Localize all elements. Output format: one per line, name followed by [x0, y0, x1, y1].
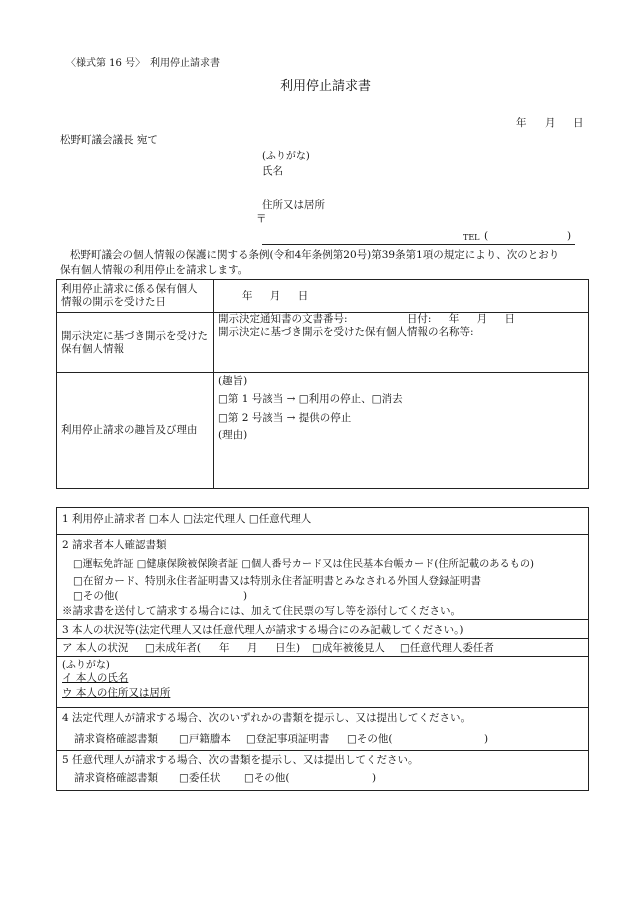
section-3-heading: 3 本人の状況等(法定代理人又は任意代理人が請求する場合にのみ記載してください。) [62, 624, 464, 636]
agent-other-checkbox[interactable]: □その他( [244, 772, 290, 784]
month-label: 月 [476, 313, 488, 325]
day-label: 日 [297, 289, 309, 302]
divider [57, 656, 588, 657]
page-title: 利用停止請求書 [280, 79, 372, 94]
tel-open-paren: ( [484, 230, 489, 242]
purpose-reason-field[interactable] [214, 373, 589, 489]
section-5-heading: 5 任意代理人が請求する場合、次の書類を提示し、又は提出してください。 [62, 754, 419, 766]
disclosed-info-field[interactable] [214, 313, 589, 373]
birth-day-label: 日生) [275, 642, 301, 654]
option-2[interactable]: □第 2 号該当 → 提供の停止 [218, 412, 352, 424]
legal-other-close: ) [484, 733, 489, 745]
divider [57, 534, 588, 535]
day-label: 日 [504, 313, 515, 325]
form-name: 利用停止請求書 [150, 58, 220, 69]
section-1[interactable]: 1 利用停止請求者 □本人 □法定代理人 □任意代理人 [62, 513, 312, 525]
minor-checkbox[interactable]: □未成年者( [145, 642, 202, 654]
disclosure-date-label [57, 280, 214, 313]
birth-year-label: 年 [219, 642, 230, 654]
purpose-reason-label: 利用停止請求の趣旨及び理由 [57, 373, 214, 489]
id-docs-other[interactable]: □その他( [73, 590, 119, 602]
power-of-attorney-checkbox[interactable]: □委任状 [179, 772, 221, 784]
principal-status-label: ア 本人の状況 [62, 642, 129, 654]
address-underline [262, 244, 575, 245]
intro-line-1: 松野町議会の個人情報の保護に関する条例(令和4年条例第20号)第39条第1項の規定により、次のとおり [70, 249, 560, 261]
principal-name-label[interactable]: イ 本人の氏名 [62, 672, 129, 684]
agent-docs-label: 請求資格確認書類 [74, 772, 158, 784]
year-label: 年 [242, 289, 253, 302]
table-row [57, 373, 589, 489]
table-row [57, 313, 589, 373]
id-docs-note: ※請求書を送付して請求する場合には、加えて住民票の写し等を添付してください。 [62, 605, 461, 617]
legal-other-checkbox[interactable]: □その他( [347, 733, 393, 745]
table-row [57, 280, 589, 313]
name-label: 氏名 [262, 165, 283, 177]
request-table [56, 279, 589, 489]
form-number: 〈様式第 16 号〉 [66, 58, 146, 69]
label-line: 開示決定に基づき開示を受けた [61, 329, 208, 342]
id-docs-line-2[interactable]: □在留カード、特別永住者証明書又は特別永住者証明書とみなされる外国人登録証明書 [73, 575, 481, 587]
principal-address-label[interactable]: ウ 本人の住所又は居所 [62, 687, 171, 699]
legal-docs-label: 請求資格確認書類 [74, 733, 158, 745]
addressee: 松野町議会議長 宛て [60, 134, 158, 146]
divider [57, 619, 588, 620]
year-label: 年 [448, 313, 460, 325]
label-line: 情報の開示を受けた日 [61, 296, 166, 308]
id-docs-other-close: ) [243, 590, 248, 602]
month-label: 月 [269, 289, 281, 302]
section-4-heading: 4 法定代理人が請求する場合、次のいずれかの書類を提示し、又は提出してください。 [62, 712, 472, 724]
date-year: 年 [516, 117, 527, 129]
birth-month-label: 月 [247, 642, 258, 654]
info-name-label: 開示決定に基づき開示を受けた保有個人情報の名称等: [218, 326, 474, 338]
tel-close-paren: ) [567, 230, 572, 242]
option-1[interactable]: □第 1 号該当 → □利用の停止、□消去 [218, 393, 403, 405]
doc-date-label: 日付: [406, 313, 432, 325]
requester-info-box [56, 507, 589, 791]
registry-certificate-checkbox[interactable]: □登記事項証明書 [246, 733, 330, 745]
adult-guardian-checkbox[interactable]: □成年被後見人 [312, 642, 385, 654]
date-day: 日 [573, 117, 584, 129]
divider [57, 707, 588, 708]
label-line: 保有個人情報 [61, 342, 124, 355]
divider [57, 750, 588, 751]
tel-label: TEL [463, 233, 480, 242]
furigana-label: (ふりがな) [262, 151, 310, 162]
label-line: 利用停止請求に係る保有個人 [61, 283, 198, 295]
postal-mark: 〒 [256, 213, 267, 225]
date-month: 月 [545, 117, 556, 129]
delegator-checkbox[interactable]: □任意代理人委任者 [400, 642, 494, 654]
intro-line-2: 保有個人情報の利用停止を請求します。 [60, 264, 249, 276]
family-register-checkbox[interactable]: □戸籍謄本 [179, 733, 231, 745]
agent-other-close: ) [372, 772, 377, 784]
divider [57, 638, 588, 639]
doc-number-label: 開示決定通知書の文書番号: [218, 313, 348, 325]
purpose-label: (趣旨) [218, 375, 248, 387]
address-label: 住所又は居所 [262, 199, 325, 211]
disclosure-date-field[interactable] [214, 280, 589, 313]
disclosed-info-label [57, 313, 214, 373]
id-docs-line-1[interactable]: □運転免許証 □健康保険被保険者証 □個人番号カード又は住民基本台帳カード(住所記載のあるもの) [73, 559, 534, 570]
reason-label: (理由) [218, 429, 248, 441]
principal-furigana: (ふりがな) [62, 660, 110, 671]
section-2-heading: 2 請求者本人確認書類 [62, 539, 167, 551]
